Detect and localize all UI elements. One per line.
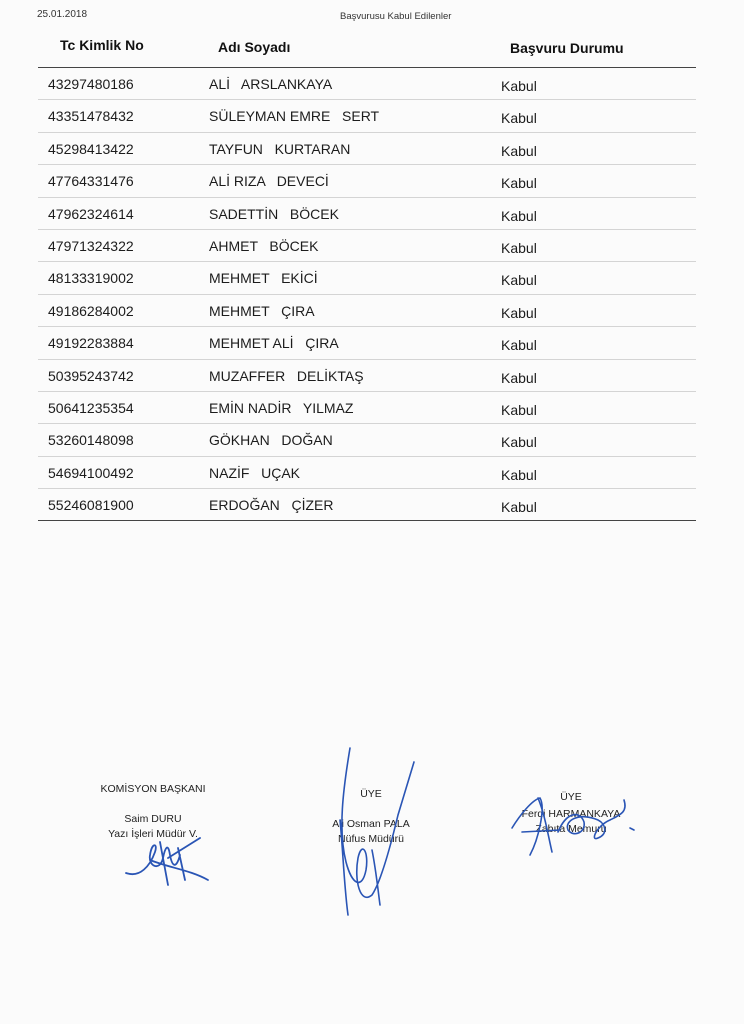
cell-name: MEHMET ÇIRA	[209, 302, 315, 319]
cell-name: NAZİF UÇAK	[209, 464, 301, 481]
cell-status: Kabul	[501, 337, 537, 354]
cell-name: ALİ RIZA DEVECİ	[209, 173, 329, 190]
column-header-status: Başvuru Durumu	[510, 40, 624, 56]
cell-status: Kabul	[501, 401, 537, 418]
cell-name: ERDOĞAN ÇİZER	[209, 497, 334, 514]
cell-name: SADETTİN BÖCEK	[209, 205, 339, 222]
cell-id: 45298413422	[48, 140, 134, 157]
cell-status: Kabul	[501, 369, 537, 386]
cell-name: MUZAFFER DELİKTAŞ	[209, 367, 364, 384]
cell-name: TAYFUN KURTARAN	[209, 140, 351, 157]
cell-status: Kabul	[501, 499, 537, 516]
signature-name: Ali Osman PALA	[332, 818, 410, 830]
cell-name: SÜLEYMAN EMRE SERT	[209, 108, 380, 125]
cell-id: 50395243742	[48, 367, 134, 384]
cell-id: 49186284002	[48, 302, 134, 319]
cell-id: 47962324614	[48, 205, 134, 222]
document-date: 25.01.2018	[37, 9, 88, 20]
cell-id: 55246081900	[48, 497, 134, 514]
signature-scribble-member-2	[512, 798, 634, 855]
cell-status: Kabul	[501, 207, 537, 224]
cell-id: 47971324322	[48, 237, 134, 254]
cell-name: EMİN NADİR YILMAZ	[209, 399, 354, 416]
cell-status: Kabul	[501, 304, 537, 321]
cell-status: Kabul	[501, 142, 537, 159]
cell-name: MEHMET ALİ ÇIRA	[209, 335, 339, 352]
cell-id: 43297480186	[48, 76, 134, 92]
signature-title: Zabıta Memuru	[535, 823, 607, 835]
cell-status: Kabul	[501, 175, 537, 192]
cell-status: Kabul	[501, 239, 537, 256]
signature-role: ÜYE	[360, 788, 382, 800]
signature-role: ÜYE	[560, 791, 582, 803]
signature-scribble-member-1	[340, 748, 414, 915]
signature-name: Ferdi HARMANKAYA	[521, 808, 621, 820]
cell-id: 43351478432	[48, 108, 134, 125]
signature-title: Yazı İşleri Müdür V.	[108, 828, 198, 840]
cell-id: 49192283884	[48, 335, 134, 352]
cell-id: 53260148098	[48, 432, 134, 449]
cell-name: ALİ ARSLANKAYA	[209, 76, 333, 92]
cell-status: Kabul	[501, 110, 537, 127]
cell-name: AHMET BÖCEK	[209, 237, 319, 254]
signature-name: Saim DURU	[124, 813, 182, 825]
cell-status: Kabul	[501, 272, 537, 289]
column-header-id: Tc Kimlik No	[60, 37, 144, 53]
cell-id: 48133319002	[48, 270, 134, 287]
column-header-name: Adı Soyadı	[218, 39, 291, 55]
cell-id: 50641235354	[48, 399, 134, 416]
signature-role: KOMİSYON BAŞKANI	[100, 783, 206, 795]
document-title: Başvurusu Kabul Edilenler	[340, 11, 452, 22]
signature-scribble-chair	[126, 838, 208, 885]
cell-status: Kabul	[501, 466, 537, 483]
cell-name: MEHMET EKİCİ	[209, 270, 318, 287]
cell-id: 54694100492	[48, 464, 134, 481]
signature-title: Nüfus Müdürü	[338, 833, 404, 845]
cell-id: 47764331476	[48, 173, 134, 190]
cell-status: Kabul	[501, 434, 537, 451]
cell-status: Kabul	[501, 78, 537, 94]
cell-name: GÖKHAN DOĞAN	[209, 432, 333, 449]
